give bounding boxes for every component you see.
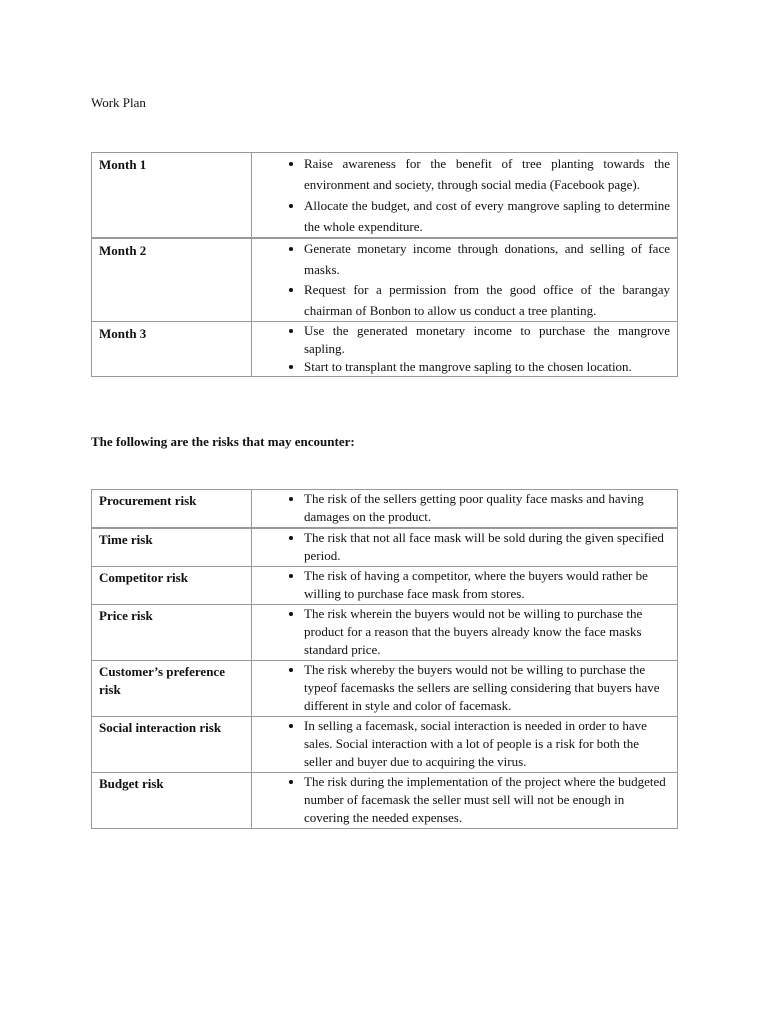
activity-list (252, 239, 670, 321)
risk-description-cell (252, 528, 678, 567)
risk-description-cell (252, 661, 678, 717)
risk-description-cell (252, 490, 678, 529)
risk-row (92, 567, 678, 605)
risks-title: The following are the risks that may encounter: (91, 434, 355, 449)
risk-description: • The risk of the sellers getting poor quality face masks and having damages on the product. (304, 490, 670, 526)
work-plan-row (92, 238, 678, 322)
risk-row (92, 605, 678, 661)
risk-description-cell (252, 567, 678, 605)
risk-row (92, 717, 678, 773)
risk-description-cell (252, 717, 678, 773)
month-activities (252, 153, 678, 239)
risk-description: • The risk that not all face mask will be sold during the given specified period. (304, 529, 670, 565)
risk-description: • The risk wherein the buyers would not be willing to purchase the product for a reason that the buyers already know the face masks standard price. (304, 605, 670, 659)
risk-row (92, 773, 678, 829)
month-label: Month 2 (92, 238, 252, 322)
risk-description: • The risk of having a competitor, where the buyers would rather be willing to purchase face mask from stores. (304, 567, 670, 603)
risk-row (92, 661, 678, 717)
risk-description: • The risk during the implementation of the project where the budgeted number of facemask the seller must sell will not be enough in covering the needed expenses. (304, 773, 670, 827)
risk-description-cell (252, 605, 678, 661)
work-plan-title: Work Plan (91, 95, 146, 110)
month-label: Month 3 (92, 322, 252, 377)
risk-name: Price risk (92, 605, 252, 661)
risk-description: • In selling a facemask, social interaction is needed in order to have sales. Social interaction with a lot of people is a risk for both the seller and buyer due to acquiring the virus. (304, 717, 670, 771)
activity-list (252, 322, 670, 376)
risk-name: Budget risk (92, 773, 252, 829)
risk-name: Competitor risk (92, 567, 252, 605)
activity-list (252, 154, 670, 237)
risk-name: Customer’s preference risk (92, 661, 252, 717)
risk-name: Social interaction risk (92, 717, 252, 773)
risk-name: Procurement risk (92, 490, 252, 529)
risk-name: Time risk (92, 528, 252, 567)
risk-row (92, 490, 678, 529)
risks-table (91, 489, 678, 829)
activity-item: • Start to transplant the mangrove sapling to the chosen location. (304, 358, 670, 376)
work-plan-row (92, 322, 678, 377)
activity-item: • Generate monetary income through donations, and selling of face masks. (304, 239, 670, 280)
month-activities (252, 238, 678, 322)
activity-item: • Allocate the budget, and cost of every mangrove sapling to determine the whole expenditure. (304, 196, 670, 237)
month-label: Month 1 (92, 153, 252, 239)
activity-item: • Request for a permission from the good office of the barangay chairman of Bonbon to allow us conduct a tree planting. (304, 280, 670, 321)
work-plan-row (92, 153, 678, 239)
risk-description: • The risk whereby the buyers would not be willing to purchase the typeof facemasks the sellers are selling considering that buyers have different in style and color of facemask. (304, 661, 670, 715)
activity-item: • Raise awareness for the benefit of tree planting towards the environment and society, through social media (Facebook page). (304, 154, 670, 195)
activity-item: • Use the generated monetary income to purchase the mangrove sapling. (304, 322, 670, 358)
work-plan-table (91, 152, 678, 377)
month-activities (252, 322, 678, 377)
risk-description-cell (252, 773, 678, 829)
risk-row (92, 528, 678, 567)
